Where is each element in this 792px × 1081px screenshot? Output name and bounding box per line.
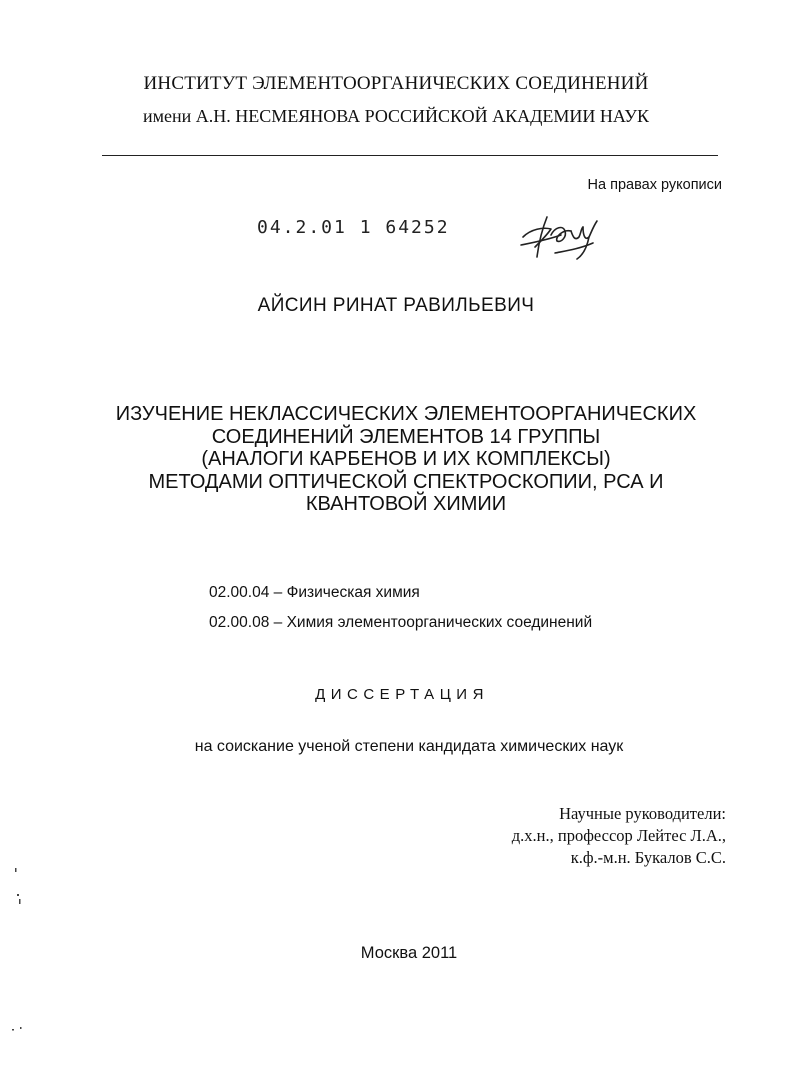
- title-line: КВАНТОВОЙ ХИМИИ: [305, 493, 507, 515]
- specialty-item: 02.00.08 – Химия элементоорганических соединений: [209, 614, 593, 631]
- institution-affiliation: имени А.Н. НЕСМЕЯНОВА РОССИЙСКОЙ АКАДЕМИИ НАУК: [142, 106, 650, 126]
- degree-statement: на соискание ученой степени кандидата химических наук: [194, 738, 624, 755]
- signature-icon: [517, 207, 607, 267]
- city-year: Москва 2011: [360, 944, 458, 962]
- supervisor-line: к.ф.-м.н. Букалов С.С.: [570, 848, 726, 867]
- title-line: МЕТОДАМИ ОПТИЧЕСКОЙ СПЕКТРОСКОПИИ, РСА И: [148, 470, 664, 493]
- title-line: (АНАЛОГИ КАРБЕНОВ И ИХ КОМПЛЕКСЫ): [201, 448, 611, 470]
- institution-name: ИНСТИТУТ ЭЛЕМЕНТООРГАНИЧЕСКИХ СОЕДИНЕНИЙ: [143, 73, 649, 94]
- manuscript-note: На правах рукописи: [587, 177, 722, 193]
- dissertation-title: [96, 403, 716, 516]
- specialty-codes: [209, 578, 592, 638]
- document-type: ДИССЕРТАЦИЯ: [315, 686, 489, 703]
- registration-stamp: 04.2.01 1 64252: [257, 217, 450, 238]
- title-line: СОЕДИНЕНИЙ ЭЛЕМЕНТОВ 14 ГРУППЫ: [211, 425, 601, 448]
- supervisor-line: д.х.н., профессор Лейтес Л.А.,: [511, 826, 726, 845]
- author-name: АЙСИН РИНАТ РАВИЛЬЕВИЧ: [257, 295, 535, 316]
- title-line: ИЗУЧЕНИЕ НЕКЛАССИЧЕСКИХ ЭЛЕМЕНТООРГАНИЧЕСКИХ: [115, 403, 697, 425]
- header-divider: [102, 155, 718, 156]
- specialty-item: 02.00.04 – Физическая химия: [209, 584, 420, 601]
- supervisors-heading: Научные руководители:: [559, 804, 726, 823]
- supervisors-block: [512, 803, 726, 869]
